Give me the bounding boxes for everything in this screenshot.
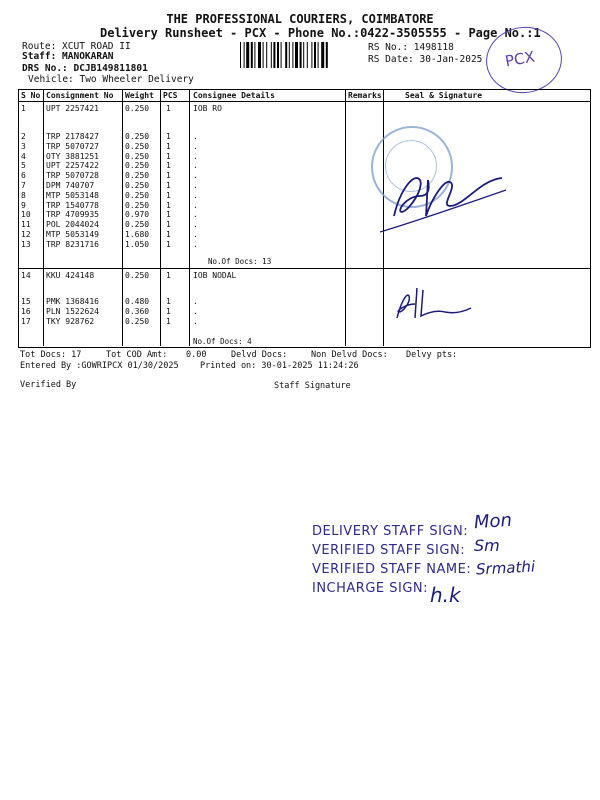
- row-weight: 0.250: [125, 190, 150, 200]
- row-pcs: 1: [166, 220, 171, 230]
- row-sno: 1: [21, 104, 26, 113]
- row-pcs: 1: [166, 132, 171, 141]
- row-consignee-dot: .: [193, 161, 198, 171]
- col-header-remarks: Remarks: [348, 91, 382, 100]
- row-consignee-dot: .: [193, 200, 198, 210]
- docs-count: No.Of Docs: 13: [208, 257, 272, 266]
- row-sno: 13: [21, 239, 31, 249]
- row-consignee-dot: .: [193, 230, 198, 239]
- staff-label: Staff: MANOKARAN: [22, 51, 114, 62]
- row-consignee-dot: .: [193, 132, 198, 141]
- row-weight: 0.250: [125, 271, 150, 280]
- barcode-bar: [289, 42, 290, 68]
- row-pcs: 1: [166, 210, 171, 220]
- barcode-bar: [263, 42, 264, 68]
- row-consignment: PLN 1522624: [46, 306, 99, 316]
- row-weight: 0.250: [125, 151, 150, 161]
- row-sno: 7: [21, 181, 26, 190]
- barcode-image: [240, 42, 362, 68]
- stamp-incharge-sign: INCHARGE SIGN:: [312, 581, 429, 596]
- row-sno: 8: [21, 190, 26, 200]
- handwritten-delivery-sign: Mon: [473, 509, 513, 534]
- total-cod-label: Tot COD Amt:: [106, 350, 168, 360]
- row-weight: 0.250: [125, 316, 150, 326]
- col-divider: [189, 90, 190, 346]
- row-pcs: 1: [166, 171, 171, 181]
- row-pcs: 1: [166, 190, 171, 200]
- barcode-bar: [258, 42, 261, 68]
- header-divider: [18, 101, 590, 102]
- verified-by-label: Verified By: [20, 380, 77, 390]
- consignee-signature: [380, 150, 510, 240]
- row-weight: 0.250: [125, 161, 150, 171]
- barcode-bar: [281, 42, 282, 68]
- row-pcs: 1: [166, 271, 171, 280]
- drs-number: DRS No.: DCJB149811801: [22, 63, 148, 74]
- staff-signature-label: Staff Signature: [274, 381, 351, 391]
- row-consignee-dot: .: [193, 306, 198, 316]
- row-consignee-dot: .: [193, 239, 198, 249]
- stamp-verified-staff-name: VERIFIED STAFF NAME:: [312, 562, 472, 577]
- row-sno: 2: [21, 132, 26, 141]
- barcode-bar: [321, 42, 324, 68]
- barcode-bar: [273, 42, 275, 68]
- barcode-bar: [251, 42, 253, 68]
- row-pcs: 1: [166, 297, 171, 306]
- barcode-bar: [246, 42, 249, 68]
- row-weight: 0.250: [125, 104, 150, 113]
- row-pcs: 1: [166, 306, 171, 316]
- rs-number: RS No.: 1498118: [368, 42, 454, 53]
- col-divider: [160, 90, 161, 346]
- row-weight: 1.050: [125, 239, 150, 249]
- barcode-bar: [295, 42, 298, 68]
- col-divider: [122, 90, 123, 346]
- row-consignment: DPM 740707: [46, 181, 95, 190]
- row-consignment: MTP 5053148: [46, 190, 99, 200]
- row-pcs: 1: [166, 161, 171, 171]
- route-label: Route: XCUT ROAD II: [22, 41, 131, 52]
- row-sno: 6: [21, 171, 26, 181]
- row-consignment: PMK 1368416: [46, 297, 99, 306]
- row-consignment: TRP 2178427: [46, 132, 99, 141]
- row-sno: 14: [21, 271, 31, 280]
- row-consignee-dot: .: [193, 151, 198, 161]
- row-weight: 0.250: [125, 181, 150, 190]
- row-weight: 0.360: [125, 306, 150, 316]
- col-header-seal: Seal & Signature: [405, 91, 483, 100]
- row-pcs: 1: [166, 181, 171, 190]
- row-consignee-dot: .: [193, 220, 198, 230]
- col-divider: [43, 90, 44, 346]
- barcode-bar: [303, 42, 304, 68]
- barcode-bar: [254, 42, 255, 68]
- row-sno: 16: [21, 306, 31, 316]
- non-delivered-docs: Non Delvd Docs:: [311, 350, 388, 360]
- row-weight: 0.250: [125, 200, 150, 210]
- barcode-bar: [314, 42, 316, 68]
- row-consignment: OTY 3881251: [46, 151, 99, 161]
- total-docs: Tot Docs: 17: [20, 350, 82, 360]
- row-sno: 9: [21, 200, 26, 210]
- entered-by: Entered By :GOWRIPCX 01/30/2025: [20, 361, 179, 371]
- runsheet-title: Delivery Runsheet - PCX - Phone No.:0422-3505555 - Page No.:1: [100, 26, 541, 40]
- row-weight: 0.250: [125, 141, 150, 151]
- handwritten-verified-sign: Sm: [474, 536, 500, 555]
- barcode-bar: [285, 42, 287, 68]
- row-sno: 15: [21, 297, 31, 306]
- row-consignment: UPT 2257422: [46, 161, 99, 171]
- col-divider: [345, 90, 346, 346]
- row-consignment: UPT 2257421: [46, 104, 99, 113]
- col-header-pcs: PCS: [163, 91, 178, 100]
- col-header-sno: S No: [21, 91, 41, 100]
- row-weight: 0.970: [125, 210, 150, 220]
- barcode-bar: [292, 42, 293, 68]
- row-sno: 5: [21, 161, 26, 171]
- total-cod-value: 0.00: [186, 350, 207, 360]
- barcode-bar: [271, 42, 272, 68]
- col-header-consignee: Consignee Details: [193, 91, 275, 100]
- printed-on: Printed on: 30-01-2025 11:24:26: [200, 361, 359, 371]
- col-header-weight: Weight: [125, 91, 154, 100]
- stamp-verified-staff-sign: VERIFIED STAFF SIGN:: [312, 543, 466, 558]
- row-consignment: TRP 5070727: [46, 141, 99, 151]
- row-sno: 11: [21, 220, 31, 230]
- barcode-bar: [311, 42, 312, 68]
- row-pcs: 1: [166, 141, 171, 151]
- row-pcs: 1: [166, 230, 171, 239]
- row-consignee-dot: .: [193, 181, 198, 190]
- barcode-bar: [300, 42, 302, 68]
- docs-count: No.Of Docs: 4: [193, 337, 252, 346]
- row-consignee-dot: .: [193, 297, 198, 306]
- row-weight: 0.250: [125, 171, 150, 181]
- row-consignment: POL 2044024: [46, 220, 99, 230]
- row-weight: 0.480: [125, 297, 150, 306]
- stamp-delivery-staff-sign: DELIVERY STAFF SIGN:: [312, 524, 469, 539]
- row-sno: 10: [21, 210, 31, 220]
- handwritten-incharge-sign: h.k: [430, 583, 461, 607]
- row-sno: 4: [21, 151, 26, 161]
- row-weight: 0.250: [125, 220, 150, 230]
- barcode-bar: [277, 42, 279, 68]
- row-consignment: TRP 8231716: [46, 239, 99, 249]
- handwritten-verified-name: Srmathi: [475, 557, 536, 579]
- row-consignee-dot: .: [193, 316, 198, 326]
- row-sno: 17: [21, 316, 31, 326]
- consignee-name: IOB RO: [193, 104, 222, 113]
- barcode-bar: [326, 42, 328, 68]
- row-pcs: 1: [166, 151, 171, 161]
- barcode-bar: [307, 42, 308, 68]
- row-consignee-dot: .: [193, 210, 198, 220]
- group-divider: [18, 268, 590, 269]
- barcode-bar: [240, 42, 241, 68]
- row-consignment: TRP 1540778: [46, 200, 99, 210]
- row-pcs: 1: [166, 104, 171, 113]
- row-sno: 12: [21, 230, 31, 239]
- row-sno: 3: [21, 141, 26, 151]
- row-pcs: 1: [166, 200, 171, 210]
- row-consignee-dot: .: [193, 190, 198, 200]
- row-pcs: 1: [166, 316, 171, 326]
- row-weight: 1.680: [125, 230, 150, 239]
- col-header-consignment: Consignment No: [46, 91, 114, 100]
- vehicle-label: Vehicle: Two Wheeler Delivery: [28, 74, 194, 85]
- barcode-bar: [244, 42, 245, 68]
- row-weight: 0.250: [125, 132, 150, 141]
- barcode-bar: [318, 42, 319, 68]
- nodal-signature: [385, 282, 475, 326]
- row-consignee-dot: .: [193, 171, 198, 181]
- row-consignee-dot: .: [193, 141, 198, 151]
- row-consignment: KKU 424148: [46, 271, 95, 280]
- company-name: THE PROFESSIONAL COURIERS, COIMBATORE: [166, 12, 434, 26]
- row-consignment: TRP 4709935: [46, 210, 99, 220]
- row-consignment: TKY 928762: [46, 316, 95, 326]
- consignee-name: IOB NODAL: [193, 271, 237, 280]
- barcode-bar: [266, 42, 267, 68]
- delivery-points: Delvy pts:: [406, 350, 458, 360]
- rs-date: RS Date: 30-Jan-2025: [368, 54, 483, 65]
- row-pcs: 1: [166, 239, 171, 249]
- row-consignment: TRP 5070728: [46, 171, 99, 181]
- delivered-docs: Delvd Docs:: [231, 350, 288, 360]
- corner-stamp-text: PCX: [503, 47, 537, 71]
- row-consignment: MTP 5053149: [46, 230, 99, 239]
